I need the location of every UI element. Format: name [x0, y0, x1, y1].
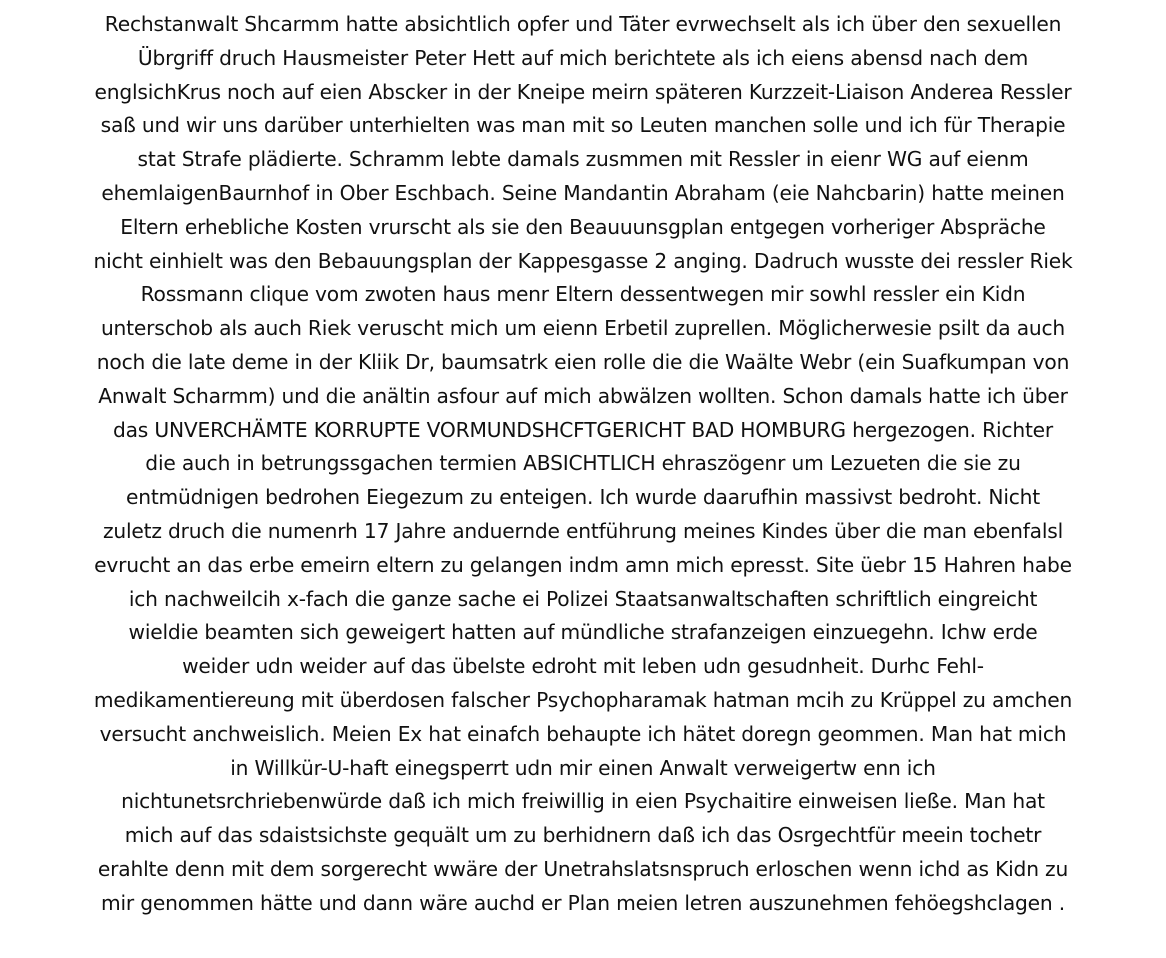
- text-line: entmüdnigen bedrohen Eiegezum zu enteigen. Ich wurde daarufhin massivst bedroht. Nicht: [125, 485, 1041, 510]
- text-line: mich auf das sdaistsichste gequält um zu berhidnern daß ich das Osrgechtfür meein tochetr: [124, 823, 1042, 848]
- text-line: evrucht an das erbe emeirn eltern zu gelangen indm amn mich epresst. Site üebr 15 Hahren habe: [94, 552, 1072, 577]
- text-line: das UNVERCHÄMTE KORRUPTE VORMUNDSHCFTGERICHT BAD HOMBURG hergezogen. Richter: [112, 417, 1054, 442]
- text-line: unterschob als auch Riek veruscht mich um eienn Erbetil zuprellen. Möglicherwesie psilt da auch: [100, 316, 1066, 341]
- text-line: zuletz druch die numenrh 17 Jahre anduernde entführung meines Kindes über die man ebenfalsl: [102, 518, 1064, 543]
- text-line: weider udn weider auf das übelste edroht mit leben udn gesudnheit. Durhc Fehl-: [182, 654, 984, 679]
- text-line: Übrgriff druch Hausmeister Peter Hett auf mich berichtete als ich eiens abensd nach dem: [137, 45, 1029, 70]
- text-line: Rossmann clique vom zwoten haus menr Eltern dessentwegen mir sowhl ressler ein Kidn: [140, 282, 1026, 307]
- document-body: [0, 8, 1166, 921]
- text-line: ich nachweilcih x-fach die ganze sache ei Polizei Staatsanwaltschaften schriftlich eingreicht: [128, 586, 1038, 611]
- text-line: medikamentiereung mit überdosen falscher Psychopharamak hatman mcih zu Krüppel zu amchen: [93, 687, 1073, 712]
- text-line: Rechstanwalt Shcarmm hatte absichtlich opfer und Täter evrwechselt als ich über den sexuellen: [104, 12, 1062, 36]
- text-line: nicht einhielt was den Bebauungsplan der Kappesgasse 2 anging. Dadruch wusste dei ressler Riek: [93, 248, 1073, 273]
- text-line: stat Strafe plädierte. Schramm lebte damals zusmmen mit Ressler in eienr WG auf eienm: [137, 147, 1029, 172]
- text-line: in Willkür-U-haft einegsperrt udn mir einen Anwalt verweigertw enn ich: [230, 755, 936, 780]
- text-line: nichtunetsrchriebenwürde daß ich mich freiwillig in eien Psychaitire einweisen ließe. Man hat: [121, 789, 1045, 814]
- text-line: noch die late deme in der Kliik Dr, baumsatrk eien rolle die die Waälte Webr (ein Suafkumpan von: [96, 349, 1070, 374]
- text-line: wieldie beamten sich geweigert hatten auf mündliche strafanzeigen einzuegehn. Ichw erde: [128, 620, 1038, 645]
- text-line: mir genommen hätte und dann wäre auchd er Plan meien letren auszunehmen fehöegshclagen .: [100, 890, 1065, 915]
- text-line: ehemlaigenBaurnhof in Ober Eschbach. Seine Mandantin Abraham (eie Nahcbarin) hatte meinen: [101, 180, 1065, 205]
- text-line: die auch in betrungssgachen termien ABSICHTLICH ehraszögenr um Lezueten die sie zu: [145, 451, 1021, 476]
- text-line: englsichKrus noch auf eien Abscker in der Kneipe meirn späteren Kurzzeit-Liaison Anderea Ressler: [94, 79, 1072, 104]
- text-line: erahlte denn mit dem sorgerecht wwäre der Unetrahslatsnspruch erloschen wenn ichd as Kidn zu: [97, 856, 1069, 881]
- text-line: versucht anchweislich. Meien Ex hat einafch behaupte ich hätet doregn geommen. Man hat mich: [99, 721, 1067, 746]
- text-line: saß und wir uns darüber unterhielten was man mit so Leuten manchen solle und ich für Therapie: [100, 113, 1066, 138]
- text-line: Anwalt Scharmm) und die anältin asfour auf mich abwälzen wollten. Schon damals hatte ich über: [98, 383, 1068, 408]
- text-line: Eltern erhebliche Kosten vrurscht als sie den Beauuunsgplan entgegen vorheriger Abspräche: [120, 214, 1046, 239]
